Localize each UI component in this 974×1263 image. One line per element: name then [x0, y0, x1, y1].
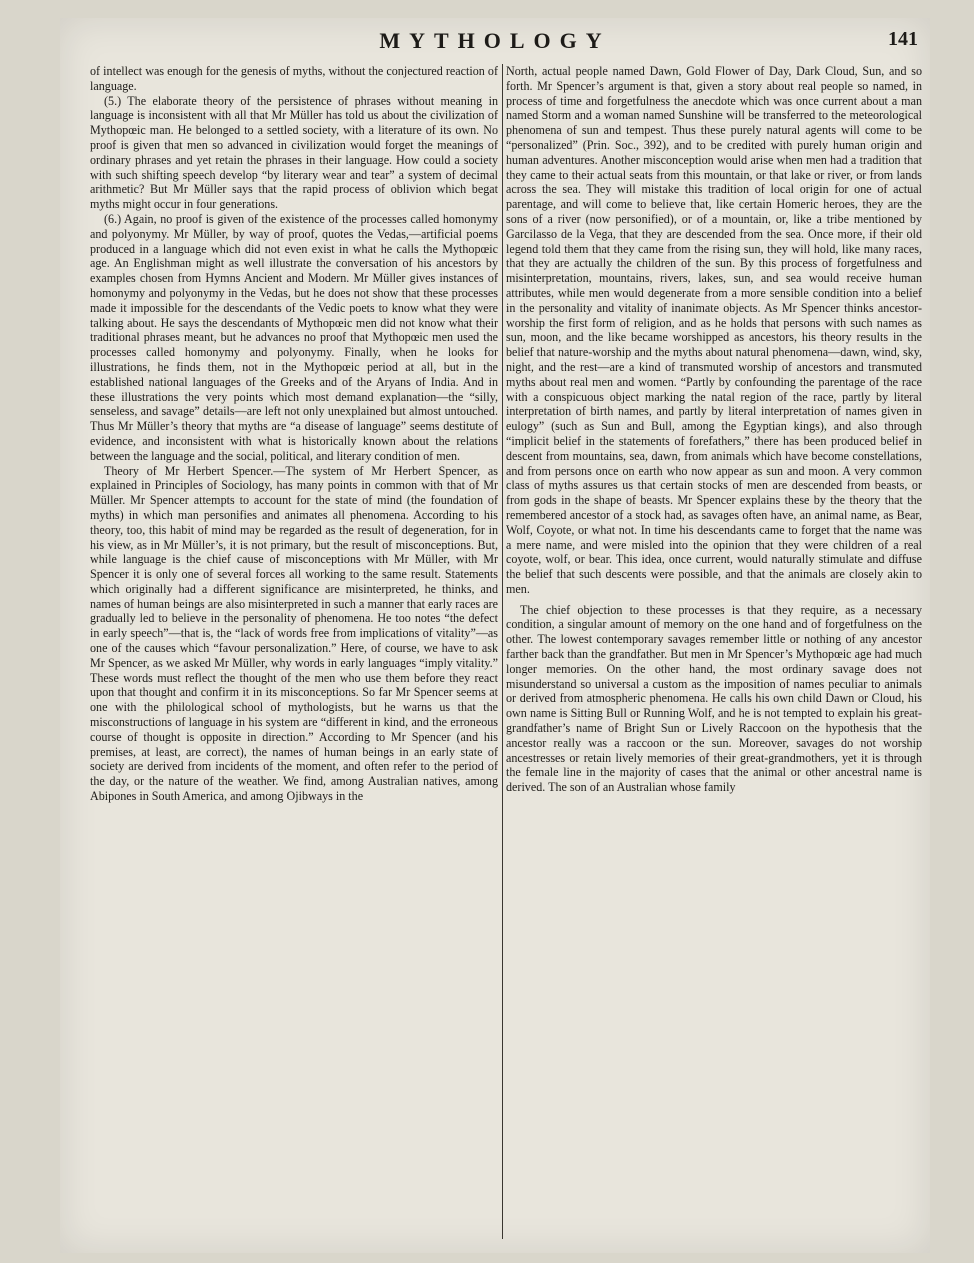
paragraph: North, actual people named Dawn, Gold Flower of Day, Dark Cloud, Sun, and so forth. Mr Spencer’s argument is that, given a story about real people so named, in process of time and forgetfulness the anecdote which was once current about a man named Storm and a woman named Sunshine will be transferred to the meteorological phenomena of sun and tempest. Thus these purely natural agents will come to be “personalized” (Prin. Soc., 392), and to be credited with purely human origin and human adventures. Another misconception would arise when men had a tradition that they came to their actual seats from this mountain, or that lake or river, or from lands across the sea. They will mistake this tradition of local origin for one of actual parentage, and will come to believe that, like certain Homeric heroes, they are the sons of a river (now personified), or of a mountain, or, like a tribe mentioned by Garcilasso de la Vega, that they are descended from the sea. Once more, if their old legend told them that they came from the rising sun, they will hold, like many races, that they are actually the children of the sun. By this process of forgetfulness and misinterpretation, mountains, rivers, lakes, sun, and sea would receive human attributes, while men would degenerate from a more sensible condition into a belief in the personality and vitality of inanimate objects. As Mr Spencer thinks ancestor-worship the first form of religion, and as he holds that persons with such names as sun, moon, and the like became worshipped as ancestors, his theory results in the belief that nature-worship and the myths about natural phenomena—dawn, wind, sky, night, and the rest—are a kind of transmuted worship of ancestors and transmuted myths about real men and women. “Partly by confounding the parentage of the race with a conspicuous object marking the natal region of the race, partly by literal interpretation of birth names, and partly by literal interpretation of names given in eulogy” (such as Sun and Bull, among the Egyptian kings), and also through “implicit belief in the statements of forefathers,” there has been produced belief in descent from mountains, sea, dawn, from animals which have become constellations, and from persons once on earth who now appear as sun and moon. A very common class of myths assures us that certain stocks of men are descended from beasts, or from gods in the shape of beasts. Mr Spencer explains these by the theory that the remembered ancestor of a stock had, as savages often have, an animal name, as Bear, Wolf, Coyote, or what not. In time his descendants came to forget that the name was a mere name, and were misled into the opinion that they were children of a real coyote, wolf, or bear. This idea, once current, would naturally stimulate and diffuse the belief that such descents were possible, and that the animals are closely akin to men. — [506, 64, 922, 596]
right-column — [506, 64, 922, 1244]
running-title: MYTHOLOGY — [379, 28, 611, 53]
paragraph: Theory of Mr Herbert Spencer.—The system of Mr Herbert Spencer, as explained in Principles of Sociology, has many points in common with that of Mr Müller. Mr Spencer attempts to account for the state of mind (the foundation of myths) in which man personifies and animates all phenomena. According to his theory, too, this habit of mind may be regarded as the result of degeneration, for in his view, as in Mr Müller’s, it is not primary, but the result of misconceptions. But, while language is the chief cause of misconceptions with Mr Müller, with Mr Spencer it is only one of several forces all working to the same result. Statements which originally had a different significance are misinterpreted, he thinks, and names of human beings are also misinterpreted in such a manner that early races are gradually led to believe in the personality of phenomena. He too notes “the defect in early speech”—that is, the “lack of words free from implications of vitality”—as one of the causes which “favour personalization.” Here, of course, we have to ask Mr Spencer, as we asked Mr Müller, why words in early languages “imply vitality.” These words must reflect the thought of the men who use them before they react upon that thought and confirm it in its misconceptions. So far Mr Spencer seems at one with the philological school of mythologists, but he warns us that the misconstructions of language in his system are “different in kind, and the erroneous course of thought is opposite in direction.” According to Mr Spencer (and his premises, at least, are correct), the names of human beings in an early state of society are derived from incidents of the moment, and often refer to the period of the day, or the nature of the weather. We find, among Australian natives, among Abipones in South America, and among Ojibways in the — [90, 463, 498, 804]
left-column — [90, 64, 498, 1244]
paragraph: (6.) Again, no proof is given of the existence of the processes called homonymy and polyonymy. Mr Müller, by way of proof, quotes the Vedas,—artificial poems produced in a language which did not even exist in what he calls the Mythopœic age. An Englishman might as well illustrate the conversation of his ancestors by examples chosen from Hymns Ancient and Modern. Mr Müller gives instances of homonymy and polyonymy in the Vedas, but he does not show that these processes made it impossible for the descendants of the Vedic poets to know what they were talking about. He says the descendants of Mythopœic men did not know what their traditional phrases meant, but he advances no proof that Mythopœic men used the processes called homonymy and polyonymy. Finally, when he looks for illustrations, he finds them, not in the Mythopœic period at all, but in the established national languages of the Greeks and of the Aryans of India. And in these illustrations the very points which most demand explanation—the “silly, senseless, and savage” details—are left not only unexplained but almost untouched. Thus Mr Müller’s theory that myths are “a disease of language” seems destitute of evidence, and inconsistent with what is historically known about the relations between the language and the social, political, and literary condition of men. — [90, 211, 498, 463]
page-number: 141 — [888, 28, 918, 50]
paragraph: of intellect was enough for the genesis of myths, without the conjectured reaction of language. — [90, 64, 498, 93]
paragraph: (5.) The elaborate theory of the persistence of phrases without meaning in language is inconsistent with all that Mr Müller has told us about the civilization of Mythopœic man. He belonged to a settled society, with a literature of its own. No proof is given that men so advanced in civilization would forget the meanings of ordinary phrases and yet retain the phrases in their language. How could a society with such shifting speech develop “by literary wear and tear” a system of decimal arithmetic? But Mr Müller says that the rapid process of oblivion which begat myths might occur in four generations. — [90, 93, 498, 212]
paragraph: The chief objection to these processes is that they require, as a necessary condition, a singular amount of memory on the one hand and of forgetfulness on the other. The lowest contemporary savages remember little or nothing of any ancestor farther back than the grandfather. But men in Mr Spencer’s Mythopœic age had much longer memories. On the other hand, the most ordinary savage does not misunderstand so universal a custom as the imposition of names peculiar to animals or derived from atmospheric phenomena. He calls his own child Dawn or Cloud, his own name is Sitting Bull or Running Wolf, and he is not tempted to explain his great-grandfather’s name of Bright Sun or Lively Raccoon on the hypothesis that the ancestor really was a raccoon or the sun. Moreover, savages do not worship ancestresses or retain lively memories of their great-grandmothers, yet it is through the female line in the majority of cases that the animal or other ancestral name is derived. The son of an Australian whose family — [506, 602, 922, 795]
book-page — [60, 18, 930, 1253]
page-header — [60, 28, 930, 58]
column-divider — [502, 64, 503, 1239]
